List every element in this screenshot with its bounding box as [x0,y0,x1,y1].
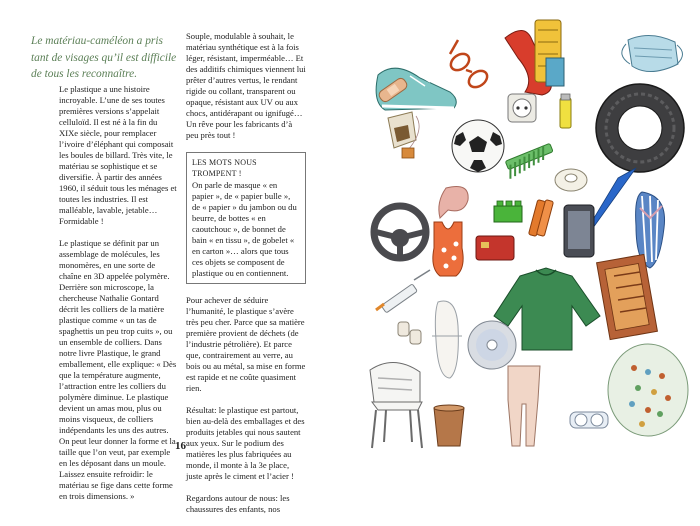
balloon-icon [439,187,468,219]
box-text: On parle de masque « en papier », de « papier bulle », de « papier » du jambon ou du beurre, de bottes « en caoutchouc », de bonnet de bain « en tissu », de gobelet « en carton »… alors que tous ces objets se composent de plastique ou en contiennent. [192,180,297,278]
plastic-objects-illustration [350,0,700,475]
cd-icon [468,321,516,369]
left-column [59,84,177,513]
slide-icon [505,20,564,95]
tape-roll-icon [555,169,587,191]
swimsuit-icon [433,222,463,276]
paragraph-result: Résultat: le plastique est partout, bien au-delà des emballages et des produits jetables qui nous sautent aux yeux. Sur le podium des matières les plus fabriquées au monde, il monte à la 3e place, juste après le ciment et l’acier ! [186,405,305,481]
paragraph-cost: Pour achever de séduire l’humanité, le plastique s’avère très peu cher. Parce que sa matière première provient de déchets (de l’industrie pétrolière). Et parce que, contrairement au verre, au bois ou au métal, sa mise en forme est rapide et ne coûte quasiment rien. [186,295,306,393]
smartphone-icon [564,205,594,257]
beads-plate-icon [608,344,688,436]
tea-bag-icon [388,112,419,158]
plastic-chair-icon [370,362,422,448]
lighter-icon [560,94,571,128]
paragraph-properties: Souple, modulable à souhait, le matériau synthétique est à la fois léger, résistant, imperméable… Et des additifs chimiques viennent lui prêter d’autres vertus, le rendant rigide ou collant, transparent ou opaque, résistant aux UV ou aux chocs, antidérapant ou ignifugé… Un rêve pour les fabricants d’à peu près tout ! [186,31,306,140]
cup-icon [434,405,464,446]
electrical-socket-icon [508,94,536,122]
lede-intro: Le matériau-caméléon a pris tant de visages qu’il est difficile de tous les reconnaître. [31,35,177,80]
paragraph-look-around: Regardons autour de nous: les chaussures des enfants, nos [186,493,290,514]
clothespin-icon [528,200,553,237]
bank-card-icon [476,236,514,260]
box-title: LES MOTS NOUS TROMPENT ! [192,158,257,178]
right-column [186,31,306,526]
sidebar-box [186,152,306,284]
sanitary-pad-icon [432,301,462,378]
paragraph-definition: Le plastique se définit par un assemblage de molécules, les monomères, en une sorte de chaîne en 3D appelée polymère. Derrière son microscope, la chercheuse Nathalie Gontard décrit les colliers de la matière plastique comme « un tas de spaghettis un peu trop cuits », ou un ensemble de colliers. Dans notre livre Plastique, le grand emballement, elle explique: « Dès que la température augmente, l’attraction entre les colliers du polymère diminue. Le plastique devient un amas mou, plus ou moins visqueux, de colliers indépendants les uns des autres. On peut leur donner la forme et la taille que l’on veut, par exemple en les déposant dans un moule. Laissez ensuite refroidir: le matériau se fige dans cette forme en trois dimensions. » [59,238,177,501]
contact-lens-case-icon [570,412,608,428]
page-number: 16 [175,440,186,452]
foam-earplugs-icon [398,322,421,344]
comb-icon [505,143,553,178]
glasses-icon [448,40,490,90]
face-mask-icon [622,35,683,71]
steering-wheel-icon [374,206,426,258]
tire-icon [596,84,684,172]
football-icon [452,120,504,172]
lego-brick-icon [494,201,522,222]
paragraph-history: Le plastique a une histoire incroyable. L’une de ses toutes premières versions s’appelait celluloïd. Il est né à la fin du XIXe siècle, pour remplacer l’ivoire d’éléphant qui composait les boules de billard. Très vite, le matériau se sophistique et se diversifie. À partir des années 1960, il séduit tous les ménages et toutes les industries. Il est malléable, lavable, jetable… Formidable ! [59,84,177,226]
tights-icon [508,366,540,446]
syringe-icon [376,270,430,313]
